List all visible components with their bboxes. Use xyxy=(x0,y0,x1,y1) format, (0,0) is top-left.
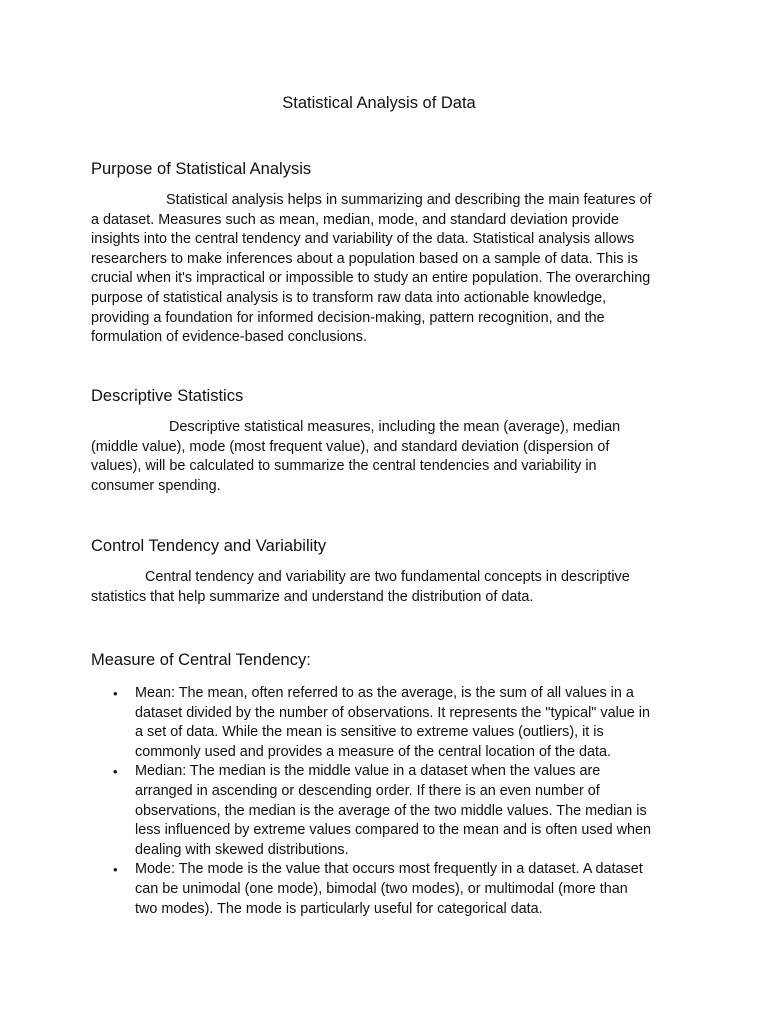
section-heading-purpose: Purpose of Statistical Analysis xyxy=(91,160,312,178)
paragraph-line: Statistical analysis helps in summarizing and describing the main features of xyxy=(166,192,652,208)
list-item-line: dataset divided by the number of observations. It represents the "typical" value in xyxy=(135,704,650,721)
list-item-mode xyxy=(91,860,691,919)
list-item-line: dealing with skewed distributions. xyxy=(135,841,349,858)
paragraph-line: insights into the central tendency and variability of the data. Statistical analysis allows xyxy=(91,231,635,248)
bullet-icon: • xyxy=(113,862,118,878)
list-item-line: Mode: The mode is the value that occurs most frequently in a dataset. A dataset xyxy=(135,861,643,878)
list-item-line: two modes). The mode is particularly useful for categorical data. xyxy=(135,900,543,917)
paragraph-line: purpose of statistical analysis is to transform raw data into actionable knowledge, xyxy=(91,289,607,306)
document-title: Statistical Analysis of Data xyxy=(282,94,476,112)
section-heading-central-tendency: Measure of Central Tendency: xyxy=(91,651,311,669)
paragraph-line: consumer spending. xyxy=(91,477,221,494)
paragraph-line: Central tendency and variability are two fundamental concepts in descriptive xyxy=(145,569,630,585)
paragraph-line: Descriptive statistical measures, including the mean (average), median xyxy=(169,419,621,435)
paragraph-line: (middle value), mode (most frequent value), and standard deviation (dispersion of xyxy=(91,438,610,455)
section-paragraph-tendency-variability xyxy=(91,568,691,607)
paragraph-line: values), will be calculated to summarize the central tendencies and variability in xyxy=(91,458,597,475)
bullet-icon: • xyxy=(113,764,118,780)
list-item-line: arranged in ascending or descending order. If there is an even number of xyxy=(135,782,600,799)
paragraph-line: formulation of evidence-based conclusions. xyxy=(91,329,367,346)
bullet-icon: • xyxy=(113,686,118,701)
list-item-line: a set of data. While the mean is sensitive to extreme values (outliers), it is xyxy=(135,724,604,741)
list-item-line: Median: The median is the middle value in a dataset when the values are xyxy=(135,763,601,780)
section-heading-tendency-variability: Control Tendency and Variability xyxy=(91,537,327,555)
list-item-line: observations, the median is the average of the two middle values. The median is xyxy=(135,802,647,819)
paragraph-line: providing a foundation for informed decision-making, pattern recognition, and the xyxy=(91,309,605,326)
list-item-line: Mean: The mean, often referred to as the average, is the sum of all values in a xyxy=(135,685,634,701)
section-paragraph-purpose xyxy=(91,191,691,348)
list-item-median xyxy=(91,762,691,860)
list-item-line: less influenced by extreme values compared to the mean and is often used when xyxy=(135,822,651,839)
paragraph-line: researchers to make inferences about a population based on a sample of data. This is xyxy=(91,250,638,267)
central-tendency-list xyxy=(91,684,691,919)
paragraph-line: crucial when it's impractical or impossible to study an entire population. The overarching xyxy=(91,270,651,287)
section-paragraph-descriptive xyxy=(91,418,691,496)
list-item-line: can be unimodal (one mode), bimodal (two modes), or multimodal (more than xyxy=(135,880,628,897)
paragraph-line: statistics that help summarize and understand the distribution of data. xyxy=(91,588,534,605)
list-item-mean xyxy=(91,684,691,762)
paragraph-line: a dataset. Measures such as mean, median, mode, and standard deviation provide xyxy=(91,211,619,228)
section-heading-descriptive: Descriptive Statistics xyxy=(91,387,244,405)
list-item-line: commonly used and provides a measure of the central location of the data. xyxy=(135,743,611,760)
